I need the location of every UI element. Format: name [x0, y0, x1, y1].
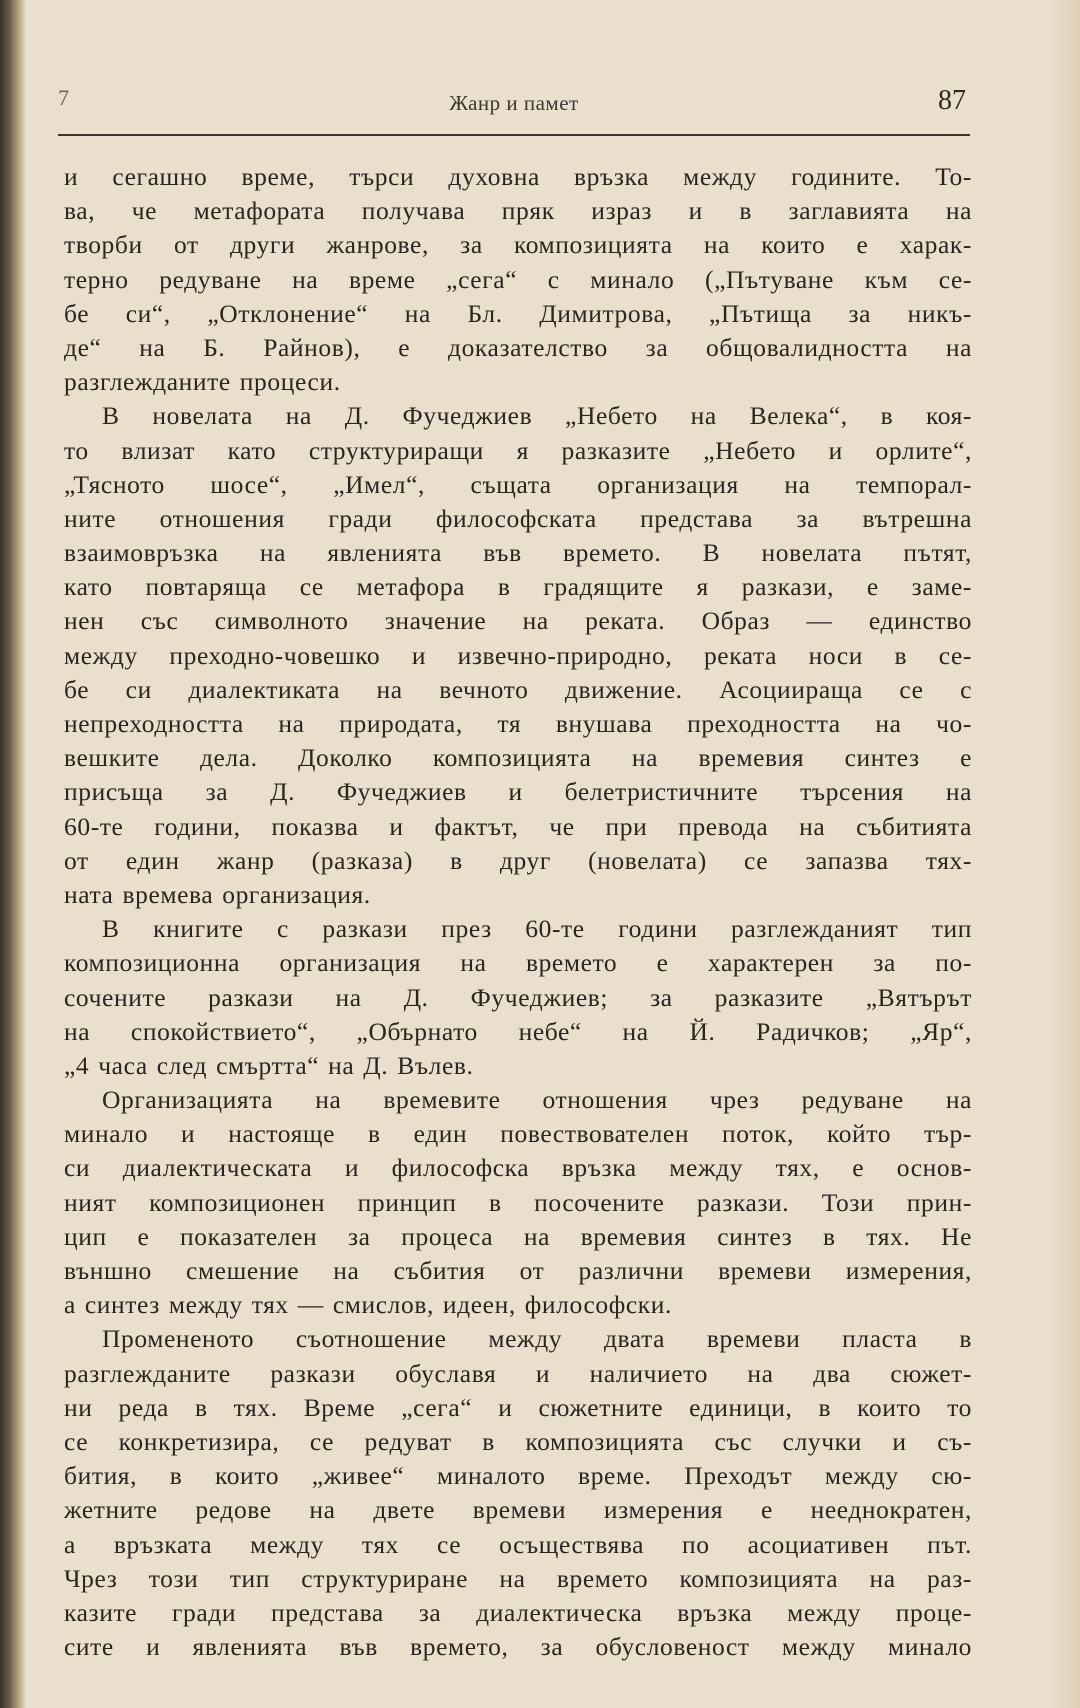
- text-line: като повтаряща се метафора в градящите я разкази, е заме-: [64, 572, 972, 602]
- text-line: ният композиционен принцип в посочените разкази. Този прин-: [64, 1187, 972, 1217]
- text-line: а синтез между тях — смислов, идеен, философски.: [64, 1290, 672, 1320]
- text-line: цип е показателен за процеса на времевия синтез в тях. Не: [64, 1221, 972, 1251]
- text-line: В книгите с разкази през 60-те години разглежданият тип: [102, 914, 972, 944]
- text-line: взаимовръзка на явленията във времето. В новелата пътят,: [64, 538, 972, 568]
- text-line: сочените разкази на Д. Фучеджиев; за разказите „Вятърът: [64, 982, 972, 1012]
- text-line: Промененото съотношение между двата времеви пласта в: [102, 1324, 972, 1354]
- page-number: 87: [938, 85, 966, 116]
- text-line: де“ на Б. Райнов), е доказателство за общовалидността на: [64, 332, 972, 362]
- text-line: ната времева организация.: [64, 879, 371, 909]
- text-line: се конкретизира, се редуват в композицията със случки и съ-: [64, 1426, 972, 1456]
- text-line: непреходността на природата, тя внушава преходността на чо-: [64, 709, 972, 738]
- text-line: присъща за Д. Фучеджиев и белетристичните търсения на: [64, 777, 972, 807]
- text-line: вешките дела. Доколко композицията на времевия синтез е: [64, 743, 972, 773]
- text-line: В новелата на Д. Фучеджиев „Небето на Велека“, в коя-: [102, 401, 972, 431]
- book-binding-edge: [0, 0, 26, 1708]
- text-line: разглежданите процеси.: [64, 367, 341, 397]
- page-edge-shade: [1050, 0, 1080, 1708]
- text-line: композиционна организация на времето е характерен за по-: [64, 948, 972, 978]
- text-line: Чрез този тип структуриране на времето композицията на раз-: [64, 1563, 972, 1593]
- text-line: сите и явленията във времето, за обусловеност между минало: [64, 1632, 972, 1662]
- header-rule: [58, 134, 970, 136]
- text-line: казите гради представа за диалектическа връзка между проце-: [64, 1597, 972, 1627]
- signature-mark: 7: [58, 85, 69, 110]
- text-line: „4 часа след смъртта“ на Д. Вълев.: [64, 1050, 474, 1080]
- text-line: от един жанр (разказа) в друг (новелата) се запазва тях-: [64, 845, 972, 875]
- text-line: терно редуване на време „сега“ с минало („Пътуване към се-: [64, 264, 972, 294]
- text-line: външно смешение на събития от различни времеви измерения,: [64, 1256, 972, 1285]
- text-line: нен със символното значение на реката. Образ — единство: [64, 606, 972, 636]
- text-line: минало и настояще в един повествователен поток, който тър-: [64, 1119, 972, 1149]
- text-line: а връзката между тях се осъществява по асоциативен път.: [64, 1529, 972, 1559]
- text-line: „Тясното шосе“, „Имел“, същата организация на темпорал-: [64, 469, 972, 499]
- text-line: ва, че метафората получава пряк израз и в заглавията на: [64, 196, 972, 226]
- text-line: на спокойствието“, „Обърнато небе“ на Й. Радичков; „Яр“,: [64, 1016, 972, 1046]
- page-header: [58, 85, 970, 133]
- text-line: бе си“, „Отклонение“ на Бл. Димитрова, „Пътища за никъ-: [64, 298, 972, 328]
- text-line: ните отношения гради философската представа за вътрешна: [64, 503, 972, 533]
- text-line: бития, в които „живее“ миналото време. Преходът между сю-: [64, 1461, 972, 1491]
- text-line: и сегашно време, търси духовна връзка между годините. То-: [64, 162, 972, 191]
- text-line: ни реда в тях. Време „сега“ и сюжетните единици, в които то: [64, 1392, 972, 1422]
- text-line: си диалектическата и философска връзка между тях, е основ-: [64, 1153, 972, 1183]
- text-line: 60-те години, показва и фактът, че при превода на събитията: [64, 811, 972, 841]
- text-line: жетните редове на двете времеви измерения е нееднократен,: [64, 1495, 972, 1525]
- text-line: то влизат като структуриращи я разказите „Небето и орлите“,: [64, 435, 972, 465]
- text-line: между преходно-човешко и извечно-природно, реката носи в се-: [64, 640, 972, 670]
- body-text: [64, 160, 972, 1664]
- running-title: Жанр и памет: [449, 91, 579, 115]
- text-line: творби от други жанрове, за композицията на които е харак-: [64, 230, 972, 260]
- text-line: бе си диалектиката на вечното движение. Асоциираща се с: [64, 674, 972, 704]
- text-line: Организацията на времевите отношения чрез редуване на: [102, 1085, 972, 1115]
- text-line: разглежданите разкази обуславя и наличието на два сюжет-: [64, 1358, 972, 1388]
